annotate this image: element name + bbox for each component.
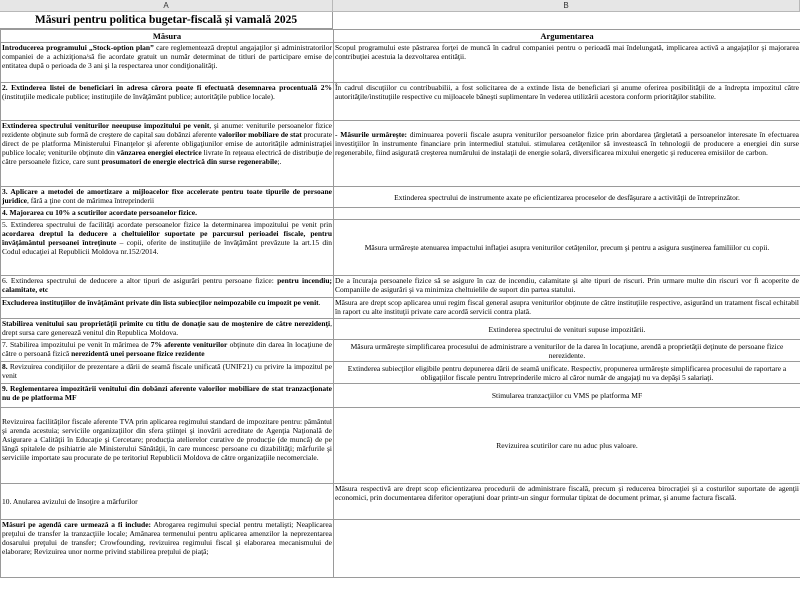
- measure-bold: Măsuri pe agendă care urmează a fi include:: [2, 520, 152, 529]
- measure-cell[interactable]: [1, 520, 334, 578]
- table-row: [1, 520, 800, 578]
- argument-bold: - Măsurile urmărește:: [335, 130, 408, 139]
- table-row: [1, 319, 800, 340]
- argument-cell[interactable]: [334, 520, 800, 578]
- measure-cell[interactable]: [1, 121, 334, 187]
- table-row: [1, 208, 800, 220]
- column-header-bar: [0, 0, 800, 12]
- measure-cell[interactable]: [1, 187, 334, 208]
- table-row: [1, 340, 800, 362]
- argument-cell[interactable]: Stimularea tranzacţiilor cu VMS pe platforma MF: [334, 384, 800, 408]
- measure-text: (instituţiile medicale publice; instituţiile de învăţământ publice; autorităţile publice locale).: [2, 92, 275, 101]
- measure-text: 5. Extinderea spectrului de facilităţi acordate persoanelor fizice la determinarea impozitului pe venit prin: [2, 220, 332, 229]
- measure-bold: 2. Extinderea listei de beneficiari în adresa cărora poate fi efectuată desemnarea procentuală 2%: [2, 83, 332, 92]
- argument-cell[interactable]: De a încuraja persoanele fizice să se asigure în caz de incendiu, calamitate şi alte tipuri de riscuri. Prin urmare multe din riscuri vor fi acoperite de Companiile de asigurări şi va minimiza cheltuielile de suport din partea statului.: [334, 276, 800, 298]
- argument-cell[interactable]: Extinderea spectrului de instrumente axate pe eficientizarea proceselor de desfăşurare a activităţii de întreprinzător.: [334, 187, 800, 208]
- measure-text: 7. Stabilirea impozitului pe venit în mărimea de: [2, 340, 151, 349]
- measure-bold: vânzarea energiei electrice: [116, 148, 202, 157]
- table-row: [1, 298, 800, 319]
- measure-cell[interactable]: [1, 340, 334, 362]
- measure-bold: Extinderea spectrului veniturilor neeupuse impozitului pe venit: [2, 121, 210, 130]
- argument-cell[interactable]: Extinderea subiecţilor eligibile pentru depunerea dării de seamă unificate. Respectiv, propunerea urmăreşte simplificarea procesului de raportare a obligaţiilor fiscale pentru întreprinderile micro al căror număr de angajaţi nu va depăşi 5 salariaţi.: [334, 362, 800, 384]
- argument-cell[interactable]: Măsura respectivă are drept scop eficientizarea procedurii de administrare fiscală, precum şi reducerea birocraţiei şi a costurilor suportate de agenţii economici, prin documentarea diferitor operaţiuni doar printr-un singur formular tipizat de document primar, şi anume factura fiscală.: [334, 484, 800, 520]
- measure-cell[interactable]: [1, 384, 334, 408]
- measure-bold: Introducerea programului „Stock-option plan”: [2, 43, 154, 52]
- measure-text: .: [318, 298, 321, 307]
- table-row: [1, 408, 800, 484]
- measure-cell[interactable]: [1, 362, 334, 384]
- measure-cell[interactable]: [1, 83, 334, 121]
- measure-text: , şi anume: veniturile persoanelor fizice rezidente obţinute sub formă de creştere de capital sau dobânzi aferente: [2, 121, 332, 139]
- measure-bold: valorilor mobiliare de stat: [218, 130, 302, 139]
- measure-bold: pentru incendiu; calamitate, etc: [2, 276, 332, 294]
- measure-bold: acordarea dreptul la deducere a cheltuielilor suportate pe parcursul perioadei fiscale, pentru învăţământul persoanei întreţinute: [2, 229, 332, 247]
- table-row: [1, 484, 800, 520]
- measure-cell[interactable]: [1, 220, 334, 276]
- measure-text: care reglementează dreptul angajaţilor şi administratorilor companiei de a achiziţiona/să fie acordate gratuit un număr determinat de titluri de participare emise de entitatea după o perioada de 3 ani şi la respectarea unor condiţionalităţi.: [2, 43, 332, 70]
- table-row: [1, 187, 800, 208]
- measure-cell[interactable]: [1, 319, 334, 340]
- measure-cell[interactable]: [1, 43, 334, 83]
- measure-text: Revizuirea condiţiilor de prezentare a dării de seamă fiscale unificată (UNIF21) cu privire la impozitul pe venit: [2, 362, 332, 380]
- argument-cell[interactable]: În cadrul discuţiilor cu contribuabilii, a fost solicitarea de a extinde lista de beneficiari şi anume oferirea posibilităţii de a îndrepta impozitul către autorităţile/instituţiile respective cu mijloacele băneşti suplimentare în vederea utilizării acestora conform priorităţilor stabilite.: [334, 83, 800, 121]
- measure-bold: Excluderea instituţiilor de învăţământ private din lista subiecţilor neimpozabile cu impozit pe venit: [2, 298, 319, 307]
- argument-cell[interactable]: Scopul programului este păstrarea forţei de muncă în cadrul companiei pentru o perioadă mai îndelungată, implicarea activă a angajaţilor şi majorarea contribuţiei acestuia la dezvoltarea entităţii.: [334, 43, 800, 83]
- measure-text: Revizuirea facilităţilor fiscale aferente TVA prin aplicarea regimului standard de impozitare pentru: pământul şi arenda acestuia; serviciile organizaţiilor din sfera ştiinţei şi inovării acreditate de Agenţia Naţională de Asigurare a Calităţii în Educaţie şi Cercetare; producţia atelierelor curative de producţie (de muncă) de pe lângă spitalele de psihiatrie ale Ministerului Sănătăţii, în care muncesc persoane cu dizabilităţi; mărfurile şi serviciile importate sau procurate de pe teritoriul Republicii Moldova de către organizaţiile necomerciale.: [2, 417, 332, 462]
- measure-text: livrate în reţeaua electrică de distribuţie de către persoanele fizice, care sunt: [2, 148, 332, 166]
- measure-text: , fără a ţine cont de mărimea întreprinderii: [27, 196, 155, 205]
- measure-bold: nerezidentă unei persoane fizice rezidente: [71, 349, 205, 358]
- header-argument[interactable]: Argumentarea: [334, 30, 800, 43]
- argument-cell[interactable]: Revizuirea scutirilor care nu aduc plus valoare.: [334, 408, 800, 484]
- table-row: [1, 43, 800, 83]
- measure-text: – copii, oferite de instituţiile de învăţământ prevăzute la art.15 din Codul educaţiei al Republicii Moldova nr.152/2014.: [2, 238, 332, 256]
- measure-bold: 3. Aplicare a metodei de amortizare a mijloacelor fixe accelerate pentru toate tipurile de persoane juridice: [2, 187, 332, 205]
- argument-cell[interactable]: Extinderea spectrului de venituri supuse impozitării.: [334, 319, 800, 340]
- measures-table: [0, 29, 800, 578]
- table-row: [1, 384, 800, 408]
- argument-cell[interactable]: Măsura urmăreşte simplificarea procesului de administrare a veniturilor de la darea în locaţiune, arendă a proprietăţii deţinute de persoane fizice nerezidente.: [334, 340, 800, 362]
- measure-cell[interactable]: [1, 298, 334, 319]
- measure-bold: prosumatori de energie electrică din surse regenerabile: [101, 157, 278, 166]
- measure-text: , drept sursa care generează venitul din Republica Moldova.: [2, 319, 332, 337]
- measure-text: 10. Anularea avizului de însoţire a mărfurilor: [2, 497, 138, 506]
- header-measure[interactable]: Măsura: [1, 30, 334, 43]
- table-row: [1, 83, 800, 121]
- measure-text: ;.: [277, 157, 282, 166]
- argument-cell[interactable]: Măsura are drept scop aplicarea unui regim fiscal general asupra veniturilor obţinute de către instituţiile respective, asigurând un tratament fiscal echitabil în raport cu alte instituţii private care acordă servicii contra plată.: [334, 298, 800, 319]
- argument-cell[interactable]: Măsura urmăreşte atenuarea impactului inflaţiei asupra veniturilor cetăţenilor, precum şi pentru a asigura susţinerea familiilor cu copii.: [334, 220, 800, 276]
- argument-cell[interactable]: [334, 121, 800, 187]
- measure-cell[interactable]: [1, 484, 334, 520]
- measure-cell[interactable]: [1, 276, 334, 298]
- measure-cell[interactable]: [1, 408, 334, 484]
- measure-cell[interactable]: [1, 208, 334, 220]
- measure-text: Abrogarea regimului special pentru metalişti; Neaplicarea preţului de transfer la tranzacţiile locale; Amânarea termenului pentru aplicarea amenzilor la neprezentarea dosarului preţului de transfer; Crowfounding, revizuirea regimului fiscal şi elaborarea mecanismului de elaborare; Revizuirea unor norme privind stabilirea preţului de piaţă;: [2, 520, 332, 556]
- measure-bold: 8.: [2, 362, 8, 371]
- table-row: [1, 276, 800, 298]
- table-header-row: [1, 30, 800, 43]
- measure-text: procurate direct de pe platforma Ministerului Finanţelor şi aferente obligaţiunilor emise de autorităţile administraţiei publice locale; veniturile obţinute din: [2, 130, 332, 157]
- measure-bold: 4. Majorarea cu 10% a scutirilor acordate persoanelor fizice.: [2, 208, 197, 217]
- spreadsheet-grid: [0, 12, 800, 605]
- argument-cell[interactable]: [334, 208, 800, 220]
- sheet-title[interactable]: Măsuri pentru politica bugetar-fiscală și vamală 2025: [0, 12, 333, 29]
- measure-text: 6. Extinderea spectrului de deducere a altor tipuri de asigurări pentru persoane fizice:: [2, 276, 278, 285]
- column-header-b[interactable]: B: [333, 0, 800, 12]
- measure-bold: Stabilirea venitului sau proprietăţii primite cu titlu de donaţie sau de moştenire de către nerezidenţi: [2, 319, 331, 328]
- measure-bold: 9. Reglementarea impozitării venitului din dobânzi aferente valorilor mobiliare de stat tranzacţionate nu de pe platforma MF: [2, 384, 332, 402]
- table-row: [1, 121, 800, 187]
- table-row: [1, 220, 800, 276]
- measure-bold: 7% aferente veniturilor: [150, 340, 228, 349]
- argument-text: diminuarea poverii fiscale asupra veniturilor persoanelor fizice prin abordarea ţărgletată a persoanelor interesate în efectuarea investiţiilor în instrumente financiare prin intermediul statului. stimularea cetăţenilor să investească în tehnologii de producere a energiei din surse regenerabile, fiind asigurată creşterea numărului de instalaţii de energie solară, diversificarea mixului energetic şi reducerea emisiilor de carbon.: [335, 130, 799, 157]
- measure-text: obţinute din darea în locaţiune de către o persoană fizică: [2, 340, 332, 358]
- column-header-a[interactable]: A: [0, 0, 333, 12]
- table-row: [1, 362, 800, 384]
